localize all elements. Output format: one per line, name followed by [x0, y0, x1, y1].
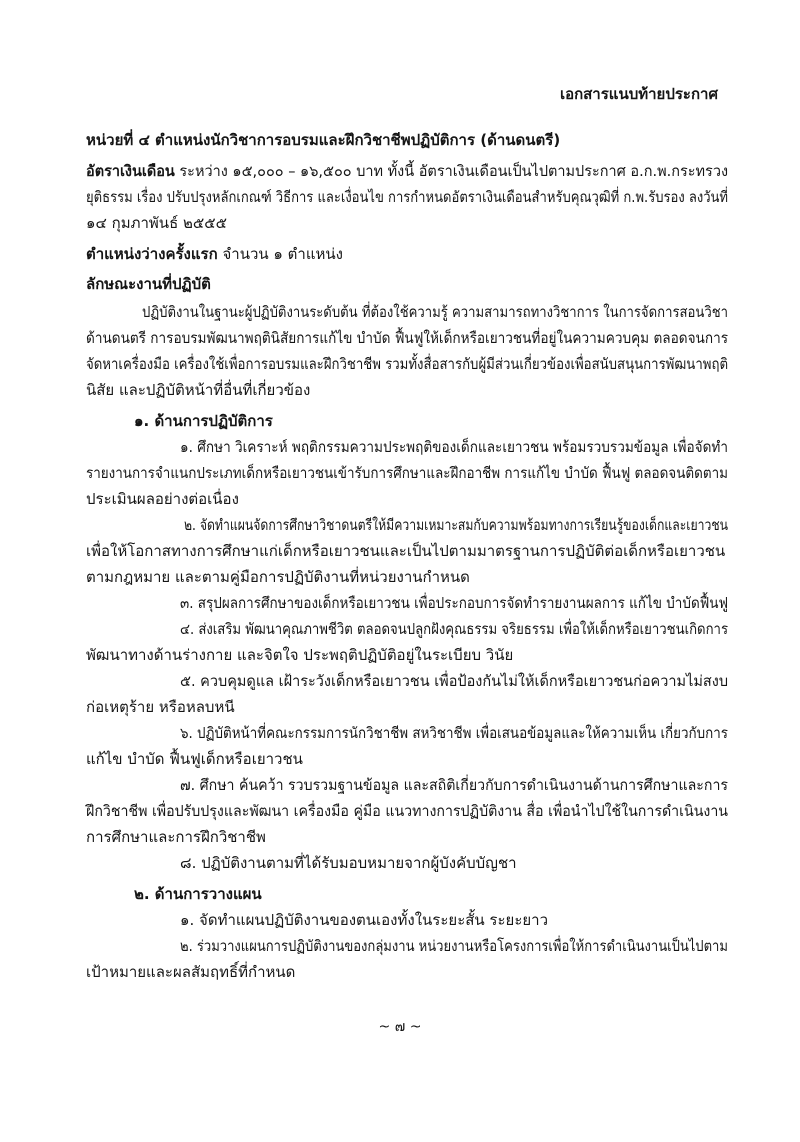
s1-item-5-line: ก่อเหตุร้าย หรือหลบหนี: [86, 698, 235, 716]
s2-item-1-line: ๑. จัดทำแผนปฏิบัติงานของตนเองทั้งในระยะสั้น ระยะยาว: [180, 911, 549, 929]
s1-item-3-line: ๓. สรุปผลการศึกษาของเด็กหรือเยาวชน เพื่อประกอบการจัดทำรายงานผลการ แก้ไข บำบัดฟื้นฟู: [180, 594, 729, 612]
s2-item-2-line: ๒. ร่วมวางแผนการปฏิบัติงานของกลุ่มงาน หน่วยงานหรือโครงการเพื่อให้การดำเนินงานเป็นไปตาม: [180, 937, 728, 955]
salary-line-2: ยุติธรรม เรื่อง ปรับปรุงหลักเกณฑ์ วิธีการ และเงื่อนไข การกำหนดอัตราเงินเดือนสำหรับคุณวุฒิที่ ก.พ.รับรอง ลงวันที่: [86, 188, 729, 206]
vacancy-text: จำนวน ๑ ตำแหน่ง: [222, 245, 343, 263]
s2-item-2-line: เป้าหมายและผลสัมฤทธิ์ที่กำหนด: [86, 963, 296, 981]
salary-line-3: ๑๔ กุมภาพันธ์ ๒๕๕๕: [86, 214, 227, 232]
s1-item-6-line: แก้ไข บำบัด ฟื้นฟูเด็กหรือเยาวชน: [86, 750, 303, 768]
intro-line: ปฏิบัติงานในฐานะผู้ปฏิบัติงานระดับต้น ที่ต้องใช้ความรู้ ความสามารถทางวิชาการ ในการจัดการสอนวิชา: [142, 303, 729, 321]
unit-title: หน่วยที่ ๔ ตำแหน่งนักวิชาการอบรมและฝึกวิชาชีพปฏิบัติการ (ด้านดนตรี): [86, 131, 561, 149]
vacancy-line: [86, 244, 343, 264]
job-heading: ลักษณะงานที่ปฏิบัติ: [86, 275, 211, 293]
s1-item-2-line: ตามกฎหมาย และตามคู่มือการปฏิบัติงานที่หน่วยงานกำหนด: [86, 568, 470, 586]
s1-item-5-line: ๕. ควบคุมดูแล เฝ้าระวังเด็กหรือเยาวชน เพื่อป้องกันไม่ให้เด็กหรือเยาวชนก่อความไม่สงบ: [180, 672, 729, 690]
intro-line: นิสัย และปฏิบัติหน้าที่อื่นที่เกี่ยวข้อง: [86, 381, 311, 399]
s1-item-6-line: ๖. ปฏิบัติหน้าที่คณะกรรมการนักวิชาชีพ สหวิชาชีพ เพื่อเสนอข้อมูลและให้ความเห็น เกี่ยวกับการ: [180, 724, 728, 742]
s1-item-2-line: เพื่อให้โอกาสทางการศึกษาแก่เด็กหรือเยาวชนและเป็นไปตามมาตรฐานการปฏิบัติต่อเด็กหรือเยาวชน: [86, 542, 726, 560]
s1-item-8-line: ๘. ปฏิบัติงานตามที่ได้รับมอบหมายจากผู้บังคับบัญชา: [180, 854, 517, 872]
s1-item-1-line: ประเมินผลอย่างต่อเนื่อง: [86, 490, 239, 508]
section1-heading: ๑. ด้านการปฏิบัติการ: [134, 412, 273, 430]
intro-line: ด้านดนตรี การอบรมพัฒนาพฤตินิสัยการแก้ไข บำบัด ฟื้นฟูให้เด็กหรือเยาวชนที่อยู่ในความควบคุม ตลอดจนการ: [86, 329, 728, 347]
s1-item-4-line: พัฒนาทางด้านร่างกาย และจิตใจ ประพฤติปฏิบัติอยู่ในระเบียบ วินัย: [86, 646, 514, 664]
s1-item-2-line: ๒. จัดทำแผนจัดการศึกษาวิชาดนตรีให้มีความเหมาะสมกับความพร้อมทางการเรียนรู้ของเด็กและเยาวชน: [184, 516, 729, 534]
s1-item-1-line: รายงานการจำแนกประเภทเด็กหรือเยาวชนเข้ารับการศึกษาและฝึกอาชีพ การแก้ไข บำบัด ฟื้นฟู ตลอดจนติดตาม: [86, 464, 729, 482]
section2-heading: ๒. ด้านการวางแผน: [134, 885, 262, 903]
s1-item-7-line: ๗. ศึกษา ค้นคว้า รวบรวมฐานข้อมูล และสถิติเกี่ยวกับการดำเนินงานด้านการศึกษาและการ: [180, 776, 729, 794]
s1-item-7-line: การศึกษาและการฝึกวิชาชีพ: [86, 828, 266, 846]
attachment-header: เอกสารแนบท้ายประกาศ: [559, 85, 718, 103]
s1-item-4-line: ๔. ส่งเสริม พัฒนาคุณภาพชีวิต ตลอดจนปลูกฝังคุณธรรม จริยธรรม เพื่อให้เด็กหรือเยาวชนเกิดการ: [180, 620, 729, 638]
vacancy-label: ตำแหน่งว่างครั้งแรก: [86, 245, 218, 263]
intro-line: จัดหาเครื่องมือ เครื่องใช้เพื่อการอบรมและฝึกวิชาชีพ รวมทั้งสื่อสารกับผู้มีส่วนเกี่ยวข้องเพื่อสนับสนุนการพัฒนาพฤติ: [86, 355, 729, 373]
salary-line-1: [86, 161, 728, 181]
s1-item-7-line: ฝึกวิชาชีพ เพื่อปรับปรุงและพัฒนา เครื่องมือ คู่มือ แนวทางการปฏิบัติงาน สื่อ เพื่อนำไปใช้ในการดำเนินงาน: [86, 802, 728, 820]
s1-item-1-line: ๑. ศึกษา วิเคราะห์ พฤติกรรมความประพฤติของเด็กและเยาวชน พร้อมรวบรวมข้อมูล เพื่อจัดทำ: [180, 438, 728, 456]
salary-label: อัตราเงินเดือน: [86, 162, 175, 180]
salary-text-1: ระหว่าง ๑๕,๐๐๐ – ๑๖,๕๐๐ บาท ทั้งนี้ อัตราเงินเดือนเป็นไปตามประกาศ อ.ก.พ.กระทรวง: [179, 162, 729, 180]
page-number: ~ ๗ ~: [378, 1019, 422, 1035]
